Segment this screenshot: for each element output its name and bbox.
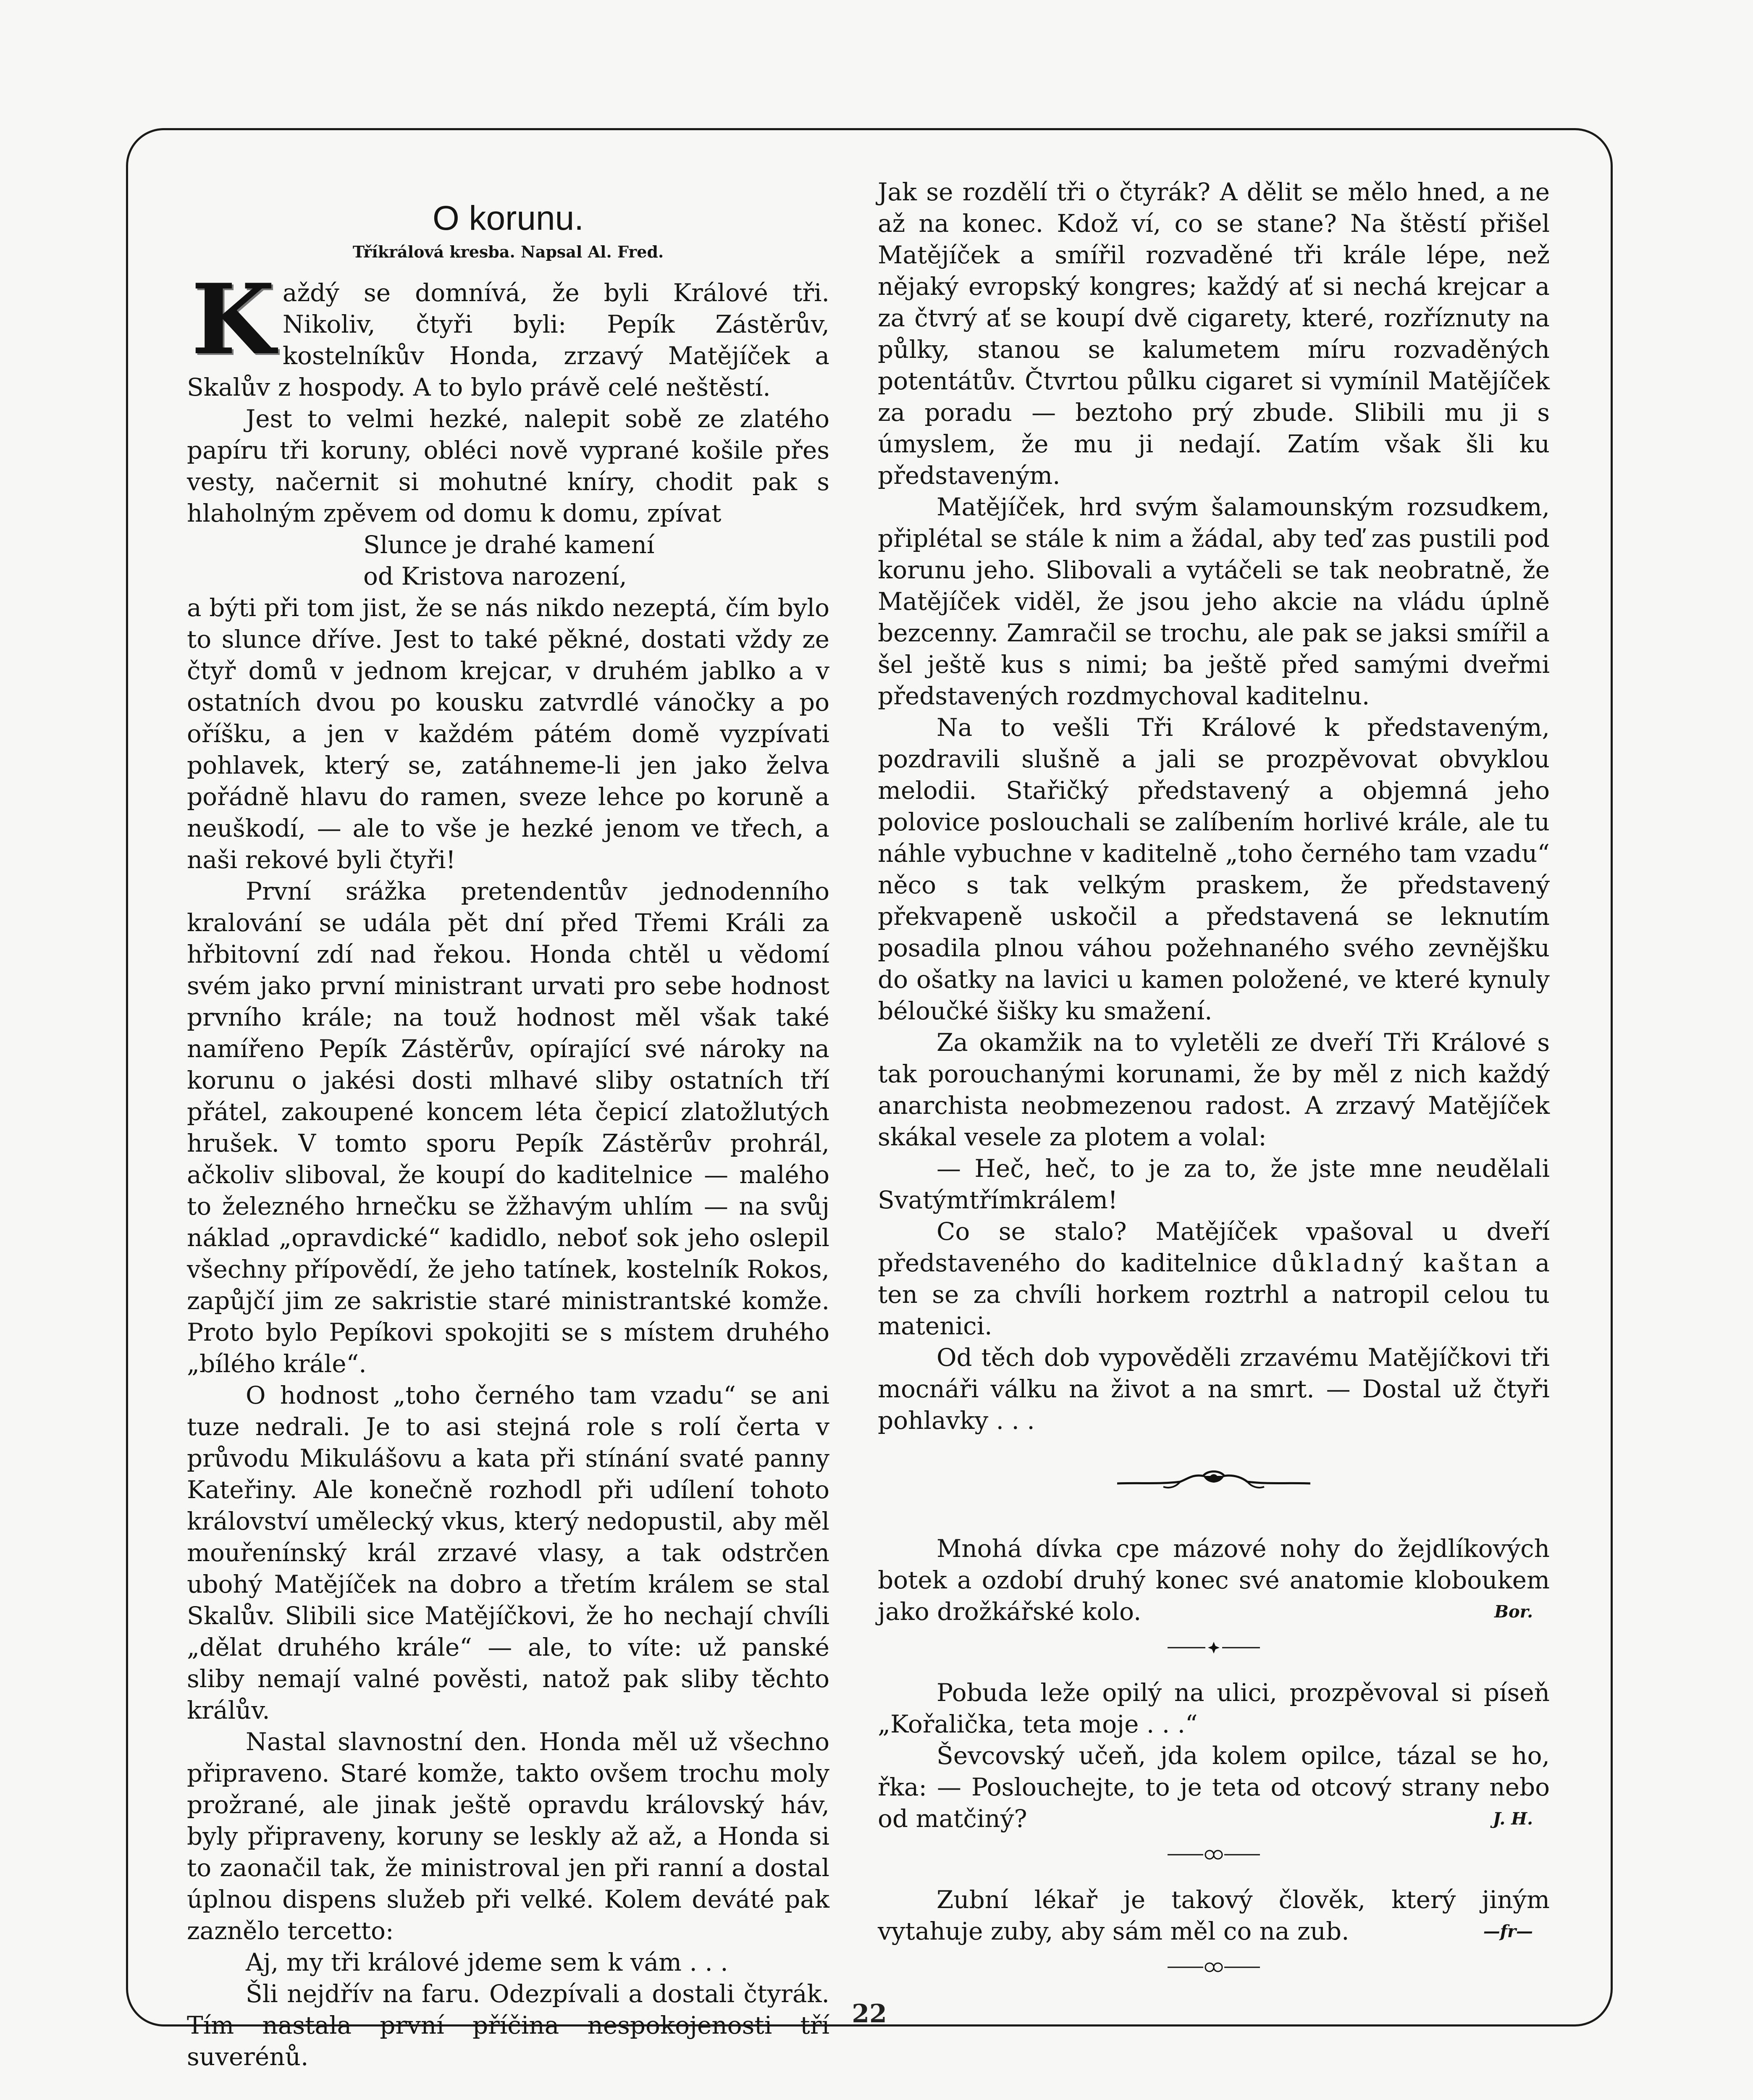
verse-line-2: od Kristova narození,	[363, 562, 627, 591]
joke-1	[878, 1533, 1550, 1628]
page-number: 22	[852, 1999, 887, 2029]
paragraph-r2: Matějíček, hrd svým šalamounským rozsudkem, připlétal se stále k nim a žádal, aby teď zas pustili pod korunu jeho. Slibovali a vytáčeli se tak neobratně, že Matějíček viděl, že jsou jeho akcie na vládu úplně bezcenny. Zamračil se trochu, ale pak se jaksi smířil a šel ještě kus s nimi; ba ještě před samými dveřmi představených rozdmychoval kaditelnu.	[878, 493, 1550, 710]
left-column	[187, 197, 829, 2073]
paragraph-r3: Na to vešli Tři Králové k představeným, pozdravili slušně a jali se prozpěvovat obvyklou melodii. Stařičký představený a objemná jeho polovice poslouchali se zalíbením horlivé krále, ale tu náhle vybuchne v kaditelně „toho černého tam vzadu“ něco s tak velkým praskem, že představený překvapeně uskočil a představená se leknutím posadila plnou váhou požehnaného svého zevnějšku do ošatky na lavici u kamen položené, ve které kynuly béloučké šišky ku smažení.	[878, 713, 1550, 1025]
paragraph-r6-text-a: Co se stalo? Matějíček vpašoval u dveří představeného do kaditelnice	[878, 1217, 1550, 1277]
star-separator-icon	[1168, 1639, 1260, 1656]
paragraph-r4: Za okamžik na to vyletěli ze dveří Tři Králové s tak porouchanými korunami, že by měl z nich každý anarchista neobmezenou radost. A zrzavý Matějíček skákal vesele za plotem a volal:	[878, 1028, 1550, 1151]
paragraph-1-text: aždý se domnívá, že byli Králové tři. Nikoliv, čtyři byli: Pepík Zástěrův, kostelníkův Honda, zrzavý Matějíček a Skalův z hospody. A to bylo právě celé neštěstí.	[187, 278, 829, 402]
drop-cap: K	[191, 263, 275, 376]
paragraph-2: Jest to velmi hezké, nalepit sobě ze zlatého papíru tři koruny, obléci nově vyprané košile přes vesty, načernit si mohutné kníry, chodit pak s hlaholným zpěvem od domu k domu, zpívat	[187, 404, 829, 528]
paragraph-r5: — Heč, heč, to je za to, že jste mne neudělali Svatýmtřímkrálem!	[878, 1154, 1550, 1214]
paragraph-r6	[878, 1216, 1550, 1342]
paragraph-7: Šli nejdřív na faru. Odezpívali a dostali čtyrák. Tím nastala první příčina nespokojenosti tří suverénů.	[187, 1979, 829, 2071]
knot-separator-icon	[1168, 1846, 1260, 1863]
joke-1-text: Mnohá dívka cpe mázové nohy do žejdlíkových botek a ozdobí druhý konec své anatomie kloboukem jako drožkářské kolo.	[878, 1534, 1550, 1626]
verse-line-3: Aj, my tři králové jdeme sem k vám . . .	[246, 1948, 728, 1977]
paragraph-3: a býti při tom jist, že se nás nikdo nezeptá, čím bylo to slunce dříve. Jest to také pěkné, dostati vždy ze čtyř domů v jednom krejcar, v druhém jablko a v ostatních dvou po kousku zatvrdlé vánočky a po oříšku, a jen v každém pátém domě vyzpívati pohlavek, který se, zatáhneme-li jen jako želva pořádně hlavu do ramen, sveze lehce po koruně a neuškodí, — ale to vše je hezké jenom ve třech, a naši rekové byli čtyři!	[187, 593, 829, 874]
joke-2-signature: J. H.	[1493, 1809, 1533, 1829]
paragraph-r6-text-c: a ten se za chvíli horkem roztrhl a natropil celou tu matenici.	[878, 1249, 1550, 1340]
joke-3	[878, 1884, 1550, 1947]
paragraph-r7: Od těch dob vypověděli zrzavému Matějíčkovi tři mocnáři válku na život a na smrt. — Dostal už čtyři pohlavky . . .	[878, 1343, 1550, 1435]
joke-2-line-1: Pobuda leže opilý na ulici, prozpěvoval si píseň „Kořalička, teta moje . . .“	[878, 1678, 1550, 1738]
article-subtitle: Tříkrálová kresba. Napsal Al. Fred.	[352, 242, 664, 261]
joke-3-signature: —fr—	[1483, 1922, 1533, 1941]
paragraph-5: O hodnost „toho černého tam vzadu“ se ani tuze nedrali. Je to asi stejná role s rolí čerta v průvodu Mikulášovu a kata při stínání svaté panny Kateřiny. Ale konečně rozhodl při udílení tohoto království umělecký vkus, který nedopustil, aby měl mouřenínský král zrzavé vlasy, a tak odstrčen ubohý Matějíček na dobro a třetím králem se stal Skalův. Slibili sice Matějíčkovi, že ho nechají chvíli „dělat druhého krále“ — ale, to víte: už panské sliby nemají valné pověsti, natož pak sliby těchto králův.	[187, 1381, 829, 1725]
paragraph-6: Nastal slavnostní den. Honda měl už všechno připraveno. Staré komže, takto ovšem trochu moly prožrané, ale jinak ještě opravdu královský háv, byly připraveny, koruny se leskly až až, a Honda si to zaonačil tak, že ministroval jen při ranní a dostal úplnou dispens služeb při velké. Kolem deváté pak zaznělo tercetto:	[187, 1727, 829, 1945]
paragraph-r6-spaced: důkladný kaštan	[1272, 1249, 1520, 1277]
joke-1-signature: Bor.	[1494, 1602, 1533, 1622]
paragraph-r1: Jak se rozdělí tři o čtyrák? A dělit se mělo hned, a ne až na konec. Kdož ví, co se stane? Na štěstí přišel Matějíček a smířil rozvaděné tři krále lépe, než nějaký evropský kongres; každý ať si nechá krejcar a za čtvrý ať se koupí dvě cigarety, které, rozříznuty na půlky, stanou se kalumetem míru rozvaděných potentátův. Čtvrtou půlku cigaret si vymínil Matějíček za poradu — beztoho prý zbude. Slibili mu ji s úmyslem, že mu ji nedají. Zatím však šli ku představeným.	[878, 178, 1550, 490]
article-title: O korunu.	[432, 199, 584, 237]
paragraph-4: První srážka pretendentův jednodenního kralování se udála pět dní před Třemi Králi za hřbitovní zdí nad řekou. Honda chtěl u vědomí svém jako první ministrant urvati pro sebe hodnost prvního krále; na touž hodnost měl však také namířeno Pepík Zástěrův, opírající své nároky na korunu o jakési dosti mlhavé sliby ostatních tří přátel, zakoupené koncem léta čepicí zlatožlutých hrušek. V tomto sporu Pepík Zástěrův prohrál, ačkoliv sliboval, že koupí do kaditelnice — malého to železného hrnečku se žžhavým uhlím — na svůj náklad „opravdické“ kadidlo, neboť sok jeho oslepil všechny přípovědí, že jeho tatínek, kostelník Rokos, zapůjčí jim ze sakristie staré ministrantské komže. Proto bylo Pepíkovi spokojiti se s místem druhého „bílého krále“.	[187, 877, 829, 1378]
joke-2-text: Ševcovský učeň, jda kolem opilce, tázal se ho, řka: — Poslouchejte, to je teta od otcový strany nebo od matčiný?	[878, 1741, 1550, 1833]
vine-ornament-icon	[1117, 1466, 1310, 1495]
joke-2	[878, 1740, 1550, 1835]
verse-line-1: Slunce je drahé kamení	[363, 530, 655, 559]
joke-3-text: Zubní lékař je takový člověk, který jiným vytahuje zuby, aby sám měl co na zub.	[878, 1885, 1550, 1945]
right-column	[878, 176, 1550, 1997]
paragraph-1	[187, 263, 829, 403]
knot-separator-icon	[1168, 1959, 1260, 1976]
